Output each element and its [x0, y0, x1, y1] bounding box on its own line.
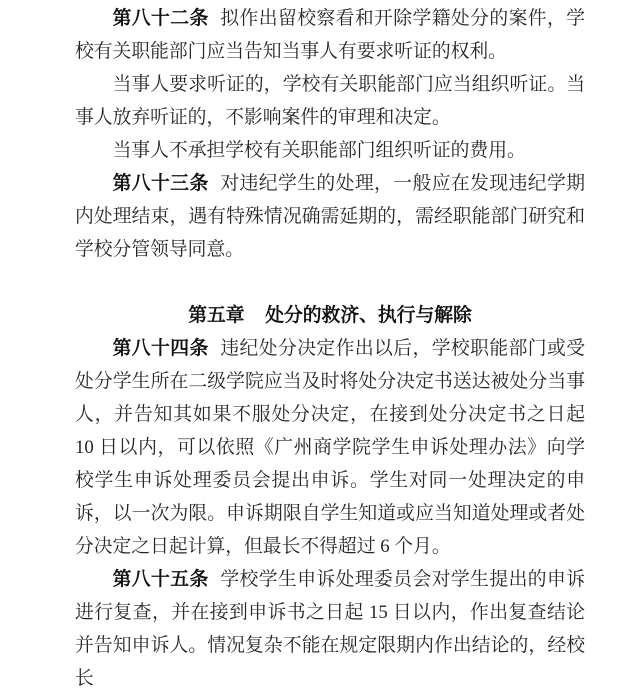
article-number: 第八十三条	[112, 173, 209, 194]
chapter-number: 第五章	[188, 305, 245, 326]
paragraph	[75, 167, 585, 266]
paragraph-text: 对违纪学生的处理，一般应在发现违纪学期内处理结束，遇有特殊情况确需延期的，需经职能部门研究和学校分管领导同意。	[75, 173, 586, 260]
chapter-heading	[75, 299, 585, 332]
chapter-title: 处分的救济、执行与解除	[265, 305, 472, 326]
article-number: 第八十四条	[112, 338, 209, 359]
article-number: 第八十二条	[112, 8, 209, 29]
paragraph-text: 学校学生申诉处理委员会对学生提出的申诉进行复查，并在接到申诉书之日起 15 日以内，作出复查结论并告知申诉人。情况复杂不能在规定限期内作出结论的，经校长	[75, 569, 586, 689]
paragraph-text: 当事人要求听证的，学校有关职能部门应当组织听证。当事人放弃听证的，不影响案件的审理和决定。	[75, 74, 585, 128]
paragraph-text: 拟作出留校察看和开除学籍处分的案件，学校有关职能部门应当告知当事人有要求听证的权利。	[75, 8, 586, 62]
article-number: 第八十五条	[112, 569, 209, 590]
paragraph-text: 当事人不承担学校有关职能部门组织听证的费用。	[112, 140, 526, 161]
paragraph	[75, 68, 585, 134]
paragraph	[75, 134, 585, 167]
paragraph-text: 违纪处分决定作出以后，学校职能部门或受处分学生所在二级学院应当及时将处分决定书送达被处分当事人，并告知其如果不服处分决定，在接到处分决定书之日起 10 日以内，可以依照《广州商学院学生申诉处理办法》向学校学生申诉处理委员会提出申诉。学生对同一处理决定的申诉，以一次为限。申诉期限自学生知道或应当知道处理或者处分决定之日起计算，但最长不得超过 6 个月。	[75, 338, 586, 557]
paragraph	[75, 332, 585, 563]
paragraph	[75, 2, 585, 68]
paragraph	[75, 563, 585, 695]
